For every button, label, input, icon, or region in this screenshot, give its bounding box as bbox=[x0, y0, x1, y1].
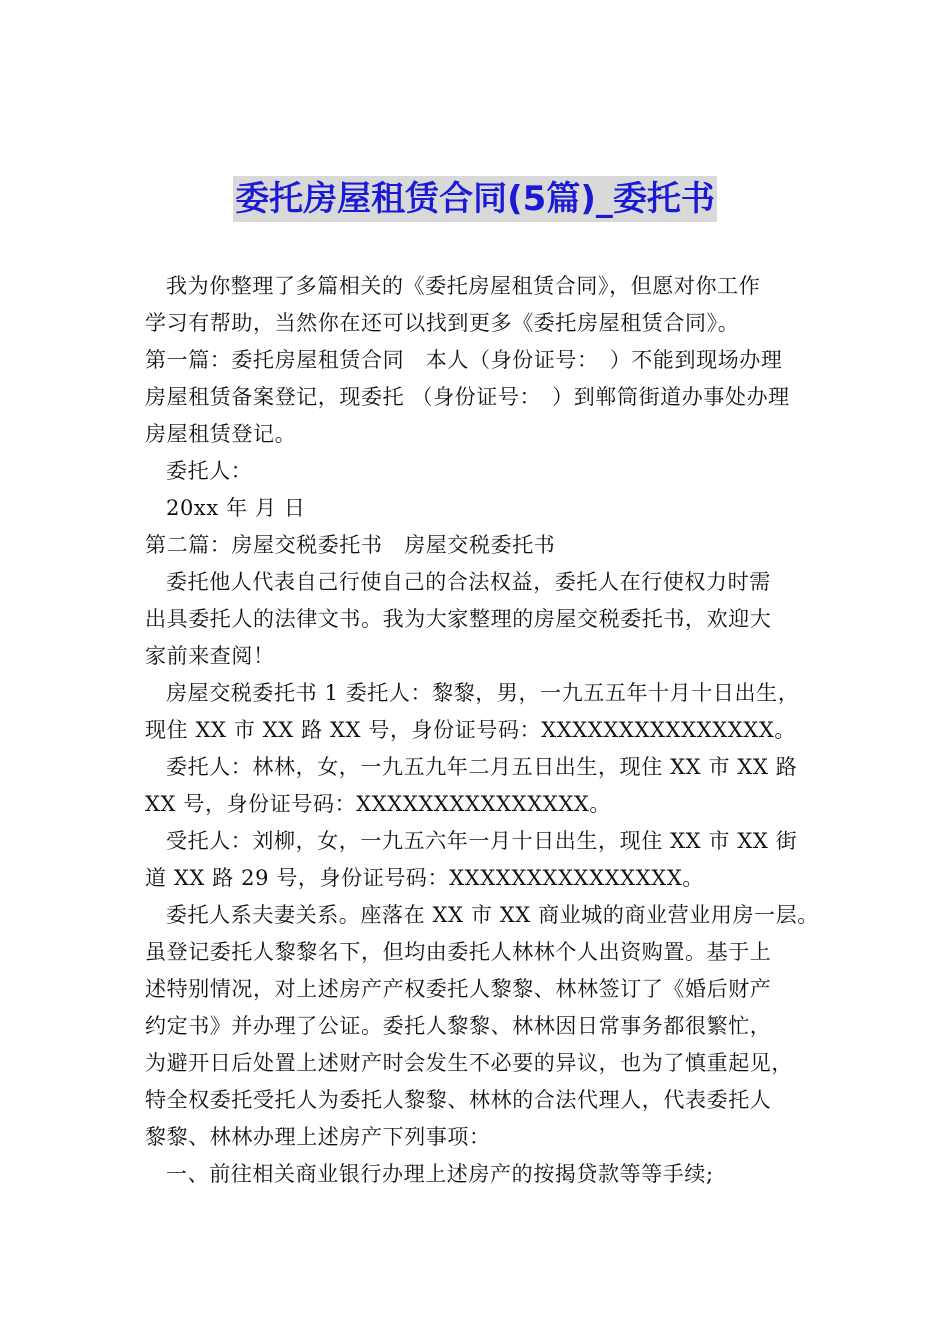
text-line: 黎黎、林林办理上述房产下列事项： bbox=[145, 1125, 491, 1149]
text-line: 委托人： bbox=[166, 459, 253, 483]
text-line: 一、前往相关商业银行办理上述房产的按揭贷款等等手续; bbox=[166, 1162, 714, 1186]
title-container bbox=[0, 176, 950, 222]
text-line: 道 XX 路 29 号，身份证号码：XXXXXXXXXXXXXXX。 bbox=[145, 866, 704, 890]
text-line: 委托他人代表自己行使自己的合法权益，委托人在行使权力时需 bbox=[166, 570, 771, 594]
text-line: 委托人：林林，女，一九五九年二月五日出生，现住 XX 市 XX 路 bbox=[166, 755, 798, 779]
text-line: 第二篇：房屋交税委托书 房屋交税委托书 bbox=[145, 533, 556, 557]
text-line: 特全权委托受托人为委托人黎黎、林林的合法代理人，代表委托人 bbox=[145, 1088, 772, 1112]
text-line: 述特别情况，对上述房产产权委托人黎黎、林林签订了《婚后财产 bbox=[145, 977, 772, 1001]
text-line: 委托人系夫妻关系。座落在 XX 市 XX 商业城的商业营业用房一层。 bbox=[166, 903, 819, 927]
text-line: 出具委托人的法律文书。我为大家整理的房屋交税委托书，欢迎大 bbox=[145, 607, 772, 631]
text-line: 约定书》并办理了公证。委托人黎黎、林林因日常事务都很繁忙， bbox=[145, 1014, 772, 1038]
text-line: 虽登记委托人黎黎名下，但均由委托人林林个人出资购置。基于上 bbox=[145, 940, 772, 964]
text-line: 房屋租赁登记。 bbox=[145, 422, 297, 446]
text-line: 现住 XX 市 XX 路 XX 号，身份证号码：XXXXXXXXXXXXXXX。 bbox=[145, 718, 797, 742]
text-line: 房屋租赁备案登记，现委托 （身份证号： ）到郸筒街道办事处办理 bbox=[145, 385, 790, 409]
document-title: 委托房屋租赁合同(5篇)_委托书 bbox=[233, 176, 717, 222]
text-line: 房屋交税委托书 1 委托人：黎黎，男，一九五五年十月十日出生， bbox=[166, 681, 800, 705]
text-line: 20xx 年 月 日 bbox=[166, 496, 306, 520]
text-line: 第一篇：委托房屋租赁合同 本人（身份证号： ）不能到现场办理 bbox=[145, 348, 783, 372]
text-line: 为避开日后处置上述财产时会发生不必要的异议，也为了慎重起见， bbox=[145, 1051, 793, 1075]
text-line: 我为你整理了多篇相关的《委托房屋租赁合同》，但愿对你工作 bbox=[166, 274, 761, 298]
text-line: 受托人：刘柳，女，一九五六年一月十日出生，现住 XX 市 XX 街 bbox=[166, 829, 798, 853]
text-line: 家前来查阅！ bbox=[145, 644, 275, 668]
text-line: 学习有帮助，当然你在还可以找到更多《委托房屋租赁合同》。 bbox=[145, 311, 740, 335]
text-line: XX 号，身份证号码：XXXXXXXXXXXXXXX。 bbox=[145, 792, 612, 816]
document-body bbox=[145, 268, 835, 1193]
